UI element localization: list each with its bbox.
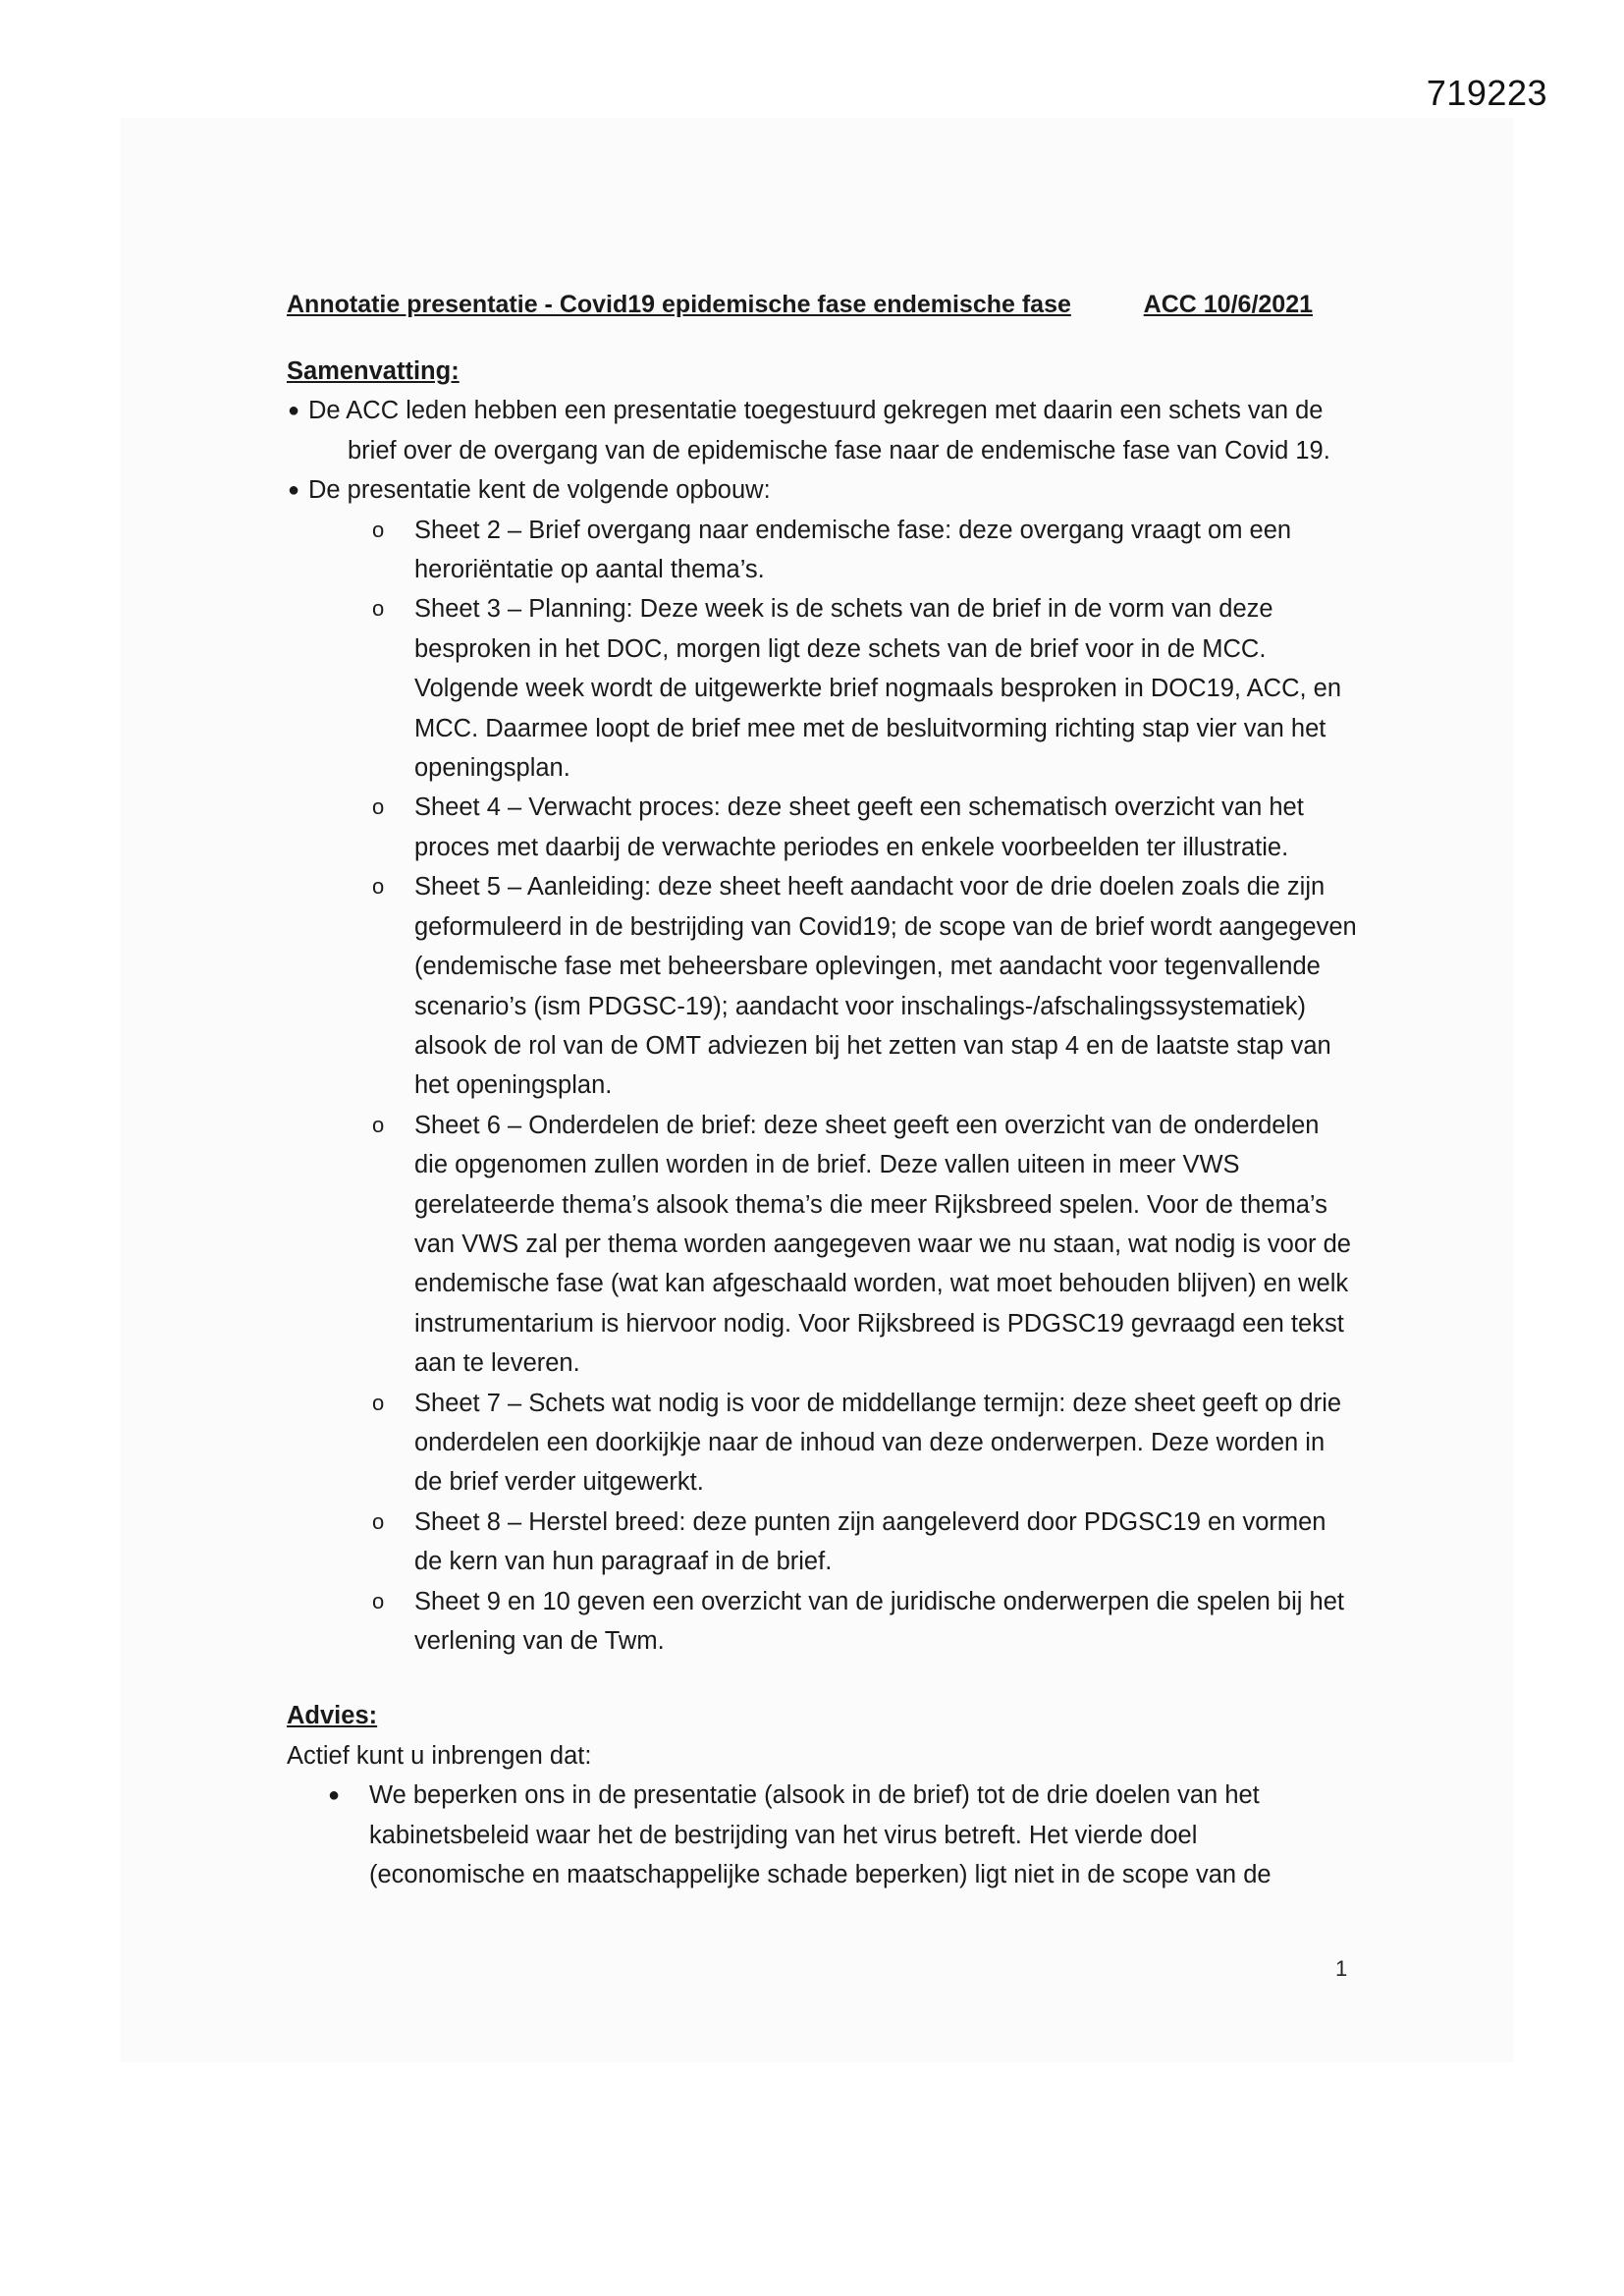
circle-bullet-icon: o — [372, 1588, 385, 1613]
circle-bullet-icon: o — [372, 1508, 385, 1534]
summary-bullets — [287, 391, 1357, 510]
page-number: 1 — [1335, 1956, 1348, 1981]
title-meeting-date: ACC 10/6/2021 — [1143, 291, 1313, 318]
advies-intro: Actief kunt u inbrengen dat: — [287, 1741, 592, 1770]
sheet-item: o Sheet 2 – Brief overgang naar endemische fase: deze overgang vraagt om een heroriëntatie op aantal thema’s. — [372, 511, 1357, 590]
list-item: ● De ACC leden hebben een presentatie toegestuurd gekregen met daarin een schets van de brief over de overgang van de epidemische fase naar de endemische fase van Covid 19. — [287, 391, 1357, 470]
circle-bullet-icon: o — [372, 1112, 385, 1137]
sheet-item: o Sheet 9 en 10 geven een overzicht van de juridische onderwerpen die spelen bij het verlening van de Twm. — [372, 1582, 1357, 1662]
circle-bullet-icon: o — [372, 596, 385, 622]
document-id: 719223 — [1426, 73, 1547, 113]
bullet-icon: ● — [288, 400, 300, 422]
section-samenvatting — [287, 352, 1357, 1661]
sheet-item: o Sheet 7 – Schets wat nodig is voor de middellange termijn: deze sheet geeft op drie onderdelen een doorkijkje naar de inhoud van deze onderwerpen. Deze worden in de brief verder uitgewerkt. — [372, 1384, 1357, 1503]
circle-bullet-icon: o — [372, 517, 385, 542]
list-item: ● We beperken ons in de presentatie (alsook in de brief) tot de drie doelen van het kabinetsbeleid waar het de bestrijding van het virus betreft. Het vierde doel (economische en maatschappelijke schade beperken) ligt niet in de scope van de — [328, 1776, 1357, 1894]
sheet-item: o Sheet 4 – Verwacht proces: deze sheet geeft een schematisch overzicht van het proces met daarbij de verwachte periodes en enkele voorbeelden ter illustratie. — [372, 788, 1357, 867]
sheet-item: o Sheet 3 – Planning: Deze week is de schets van de brief in de vorm van deze besproken in het DOC, morgen ligt deze schets van de brief voor in de MCC. Volgende week wordt de uitgewerkte brief nogmaals besproken in DOC19, ACC, en MCC. Daarmee loopt de brief mee met de besluitvorming richting stap vier van het openingsplan. — [372, 589, 1357, 788]
sheet-list — [372, 511, 1357, 1662]
section-advies — [287, 1696, 1357, 1894]
circle-bullet-icon: o — [372, 874, 385, 900]
bullet-icon: ● — [288, 479, 300, 502]
document-title — [287, 287, 1313, 322]
advice-list — [328, 1776, 1357, 1894]
document-body — [287, 287, 1357, 1894]
title-text: Annotatie presentatie - Covid19 epidemische fase endemische fase — [287, 291, 1071, 318]
heading-advies: Advies: — [287, 1702, 378, 1730]
circle-bullet-icon: o — [372, 1390, 385, 1415]
sheet-item: o Sheet 8 – Herstel breed: deze punten zijn aangeleverd door PDGSC19 en vormen de kern van hun paragraaf in de brief. — [372, 1503, 1357, 1582]
heading-samenvatting: Samenvatting: — [287, 357, 460, 385]
bullet-icon: ● — [328, 1784, 341, 1807]
sheet-item: o Sheet 6 – Onderdelen de brief: deze sheet geeft een overzicht van de onderdelen die opgenomen zullen worden in de brief. Deze vallen uiteen in meer VWS gerelateerde thema’s alsook thema’s die meer Rijksbreed spelen. Voor de thema’s van VWS zal per thema worden aangegeven waar we nu staan, wat nodig is voor de endemische fase (wat kan afgeschaald worden, wat moet behouden blijven) en welk instrumentarium is hiervoor nodig. Voor Rijksbreed is PDGSC19 gevraagd een tekst aan te leveren. — [372, 1106, 1357, 1384]
list-item: ● De presentatie kent de volgende opbouw: — [287, 470, 1357, 510]
sheet-item: o Sheet 5 – Aanleiding: deze sheet heeft aandacht voor de drie doelen zoals die zijn geformuleerd in de bestrijding van Covid19; de scope van de brief wordt aangegeven (endemische fase met beheersbare oplevingen, met aandacht voor tegenvallende scenario’s (ism PDGSC-19); aandacht voor inschalings-/afschalingssystematiek) alsook de rol van de OMT adviezen bij het zetten van stap 4 en de laatste stap van het openingsplan. — [372, 867, 1357, 1105]
circle-bullet-icon: o — [372, 794, 385, 820]
